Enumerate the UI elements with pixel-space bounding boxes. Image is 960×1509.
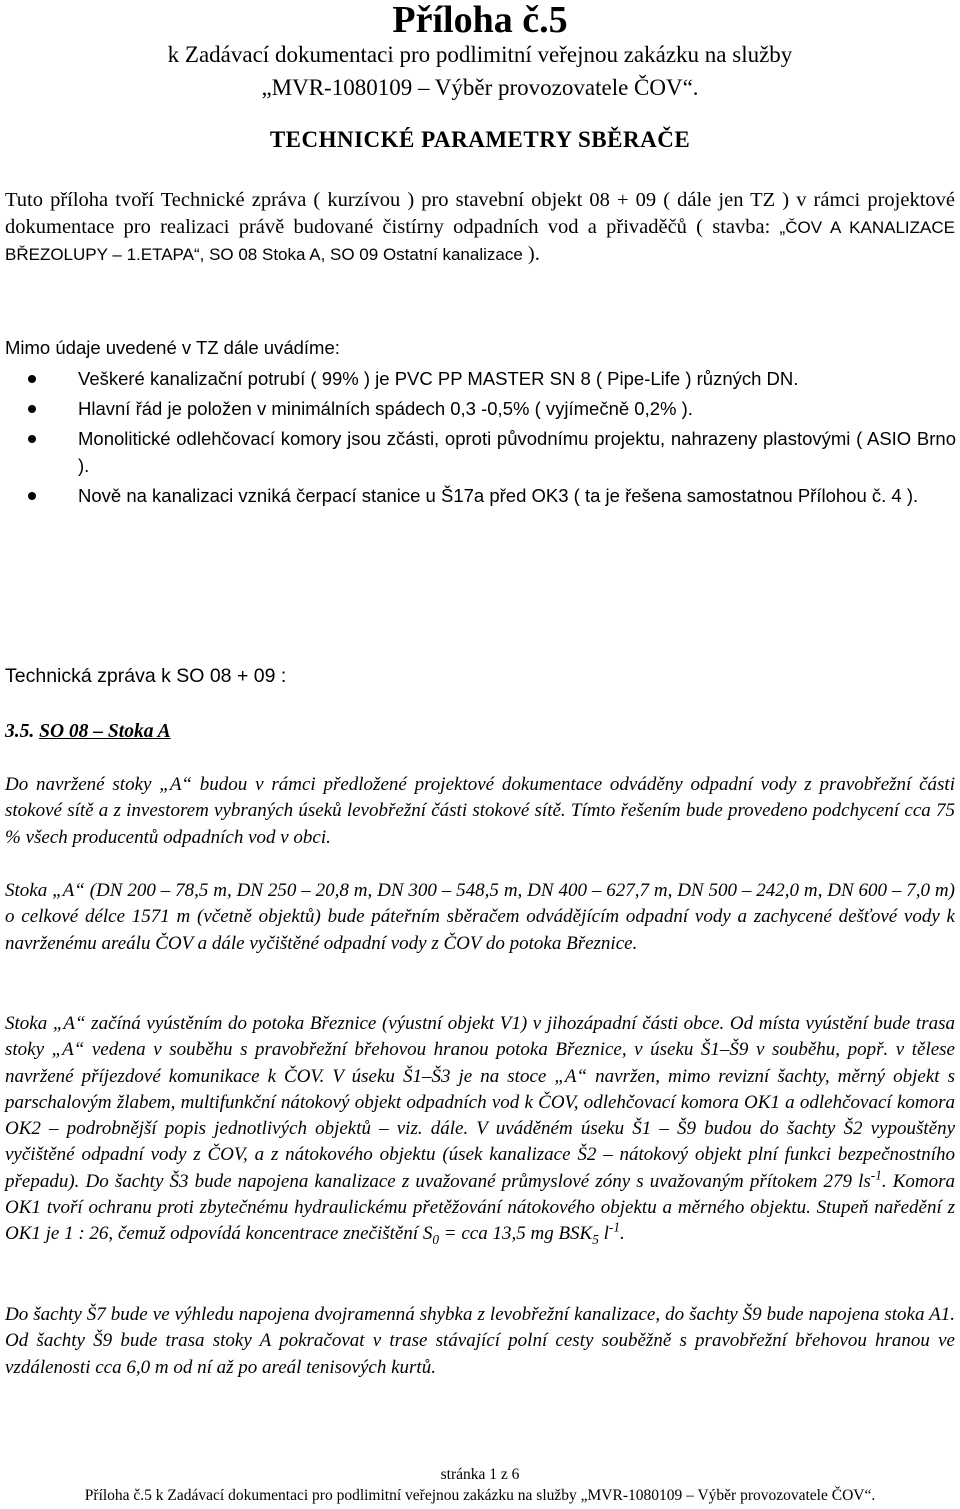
paragraph-1: Do navržené stoky „A“ budou v rámci předložené projektové dokumentace odváděny odpadní vody z pravobřežní části stokové sítě a z investorem vybraných úseků levobřežní části stokové sítě. Tímto řešením bude provedeno podchycení cca 75 % všech producentů odpadních vod v obci. <box>5 774 955 848</box>
paragraph-3 <box>5 1011 955 1248</box>
p3-sub-5: 5 <box>592 1232 599 1248</box>
intro-paragraph <box>5 187 955 268</box>
list-item-text: Hlavní řád je položen v minimálních spádech 0,3 -0,5% ( vyjímečně 0,2% ). <box>78 398 693 419</box>
technical-report-title: Technická zpráva k SO 08 + 09 : <box>5 665 287 687</box>
page-footer: Příloha č.5 k Zadávací dokumentaci pro podlimitní veřejnou zakázku na služby „MVR-1080109 – Výběr provozovatele ČOV“. <box>84 1487 876 1504</box>
section-title <box>5 718 171 746</box>
p3-text-e: . <box>620 1223 625 1245</box>
bullet-icon <box>28 405 36 413</box>
intro-text-a: Tuto příloha tvoří Technické zpráva ( kurzívou ) pro stavební objekt 08 + 09 ( dále jen TZ ) v rámci projektové dokumentace pro realizaci právě budované čistírny odpadních vod a přivaděčů ( stavba: <box>5 189 955 238</box>
list-item <box>28 365 956 392</box>
paragraph-4: Do šachty Š7 bude ve výhledu napojena dvojramenná shybka z levobřežní kanalizace, do šachty Š9 bude napojena stoka A1. Od šachty Š9 bude trasa stoky A pokračovat v trase stávající polní cesty souběžně s pravobřežní břehovou hranou ve vzdálenosti cca 6,0 m od ní až po areál tenisových kurtů. <box>5 1304 955 1378</box>
p3-sup-1: -1 <box>870 1167 882 1183</box>
page-number: stránka 1 z 6 <box>440 1466 520 1483</box>
bullet-icon <box>28 375 36 383</box>
subtitle-line-1: k Zadávací dokumentaci pro podlimitní veřejnou zakázku na služby <box>167 42 793 67</box>
p3-text-b: . Komora OK1 tvoří ochranu proti zbytečnému hydraulickému přetěžování nátokového objektu a měrného objektu. Stupeň naředění z OK1 je 1 : 26, čemuž odpovídá koncentrace znečištění S <box>5 1170 955 1245</box>
list-item <box>28 482 956 509</box>
p3-sup-2: -1 <box>608 1220 620 1236</box>
list-item-text: Nově na kanalizaci vzniká čerpací stanice u Š17a před OK3 ( ta je řešena samostatnou Přílohou č. 4 ). <box>78 485 919 506</box>
p3-text-d: l <box>598 1223 609 1245</box>
list-item <box>28 425 956 479</box>
section-name: SO 08 – Stoka A <box>39 721 171 742</box>
p3-text-a: Stoka „A“ začíná vyústěním do potoka Březnice (výustní objekt V1) v jihozápadní části obce. Od místa vyústění bude trasa stoky „A“ vedena v souběhu s pravobřežní břehovou hranou potoka Březnice, v úseku Š1–Š9 v souběhu, popř. v tělese navržené příjezdové komunikace k ČOV. V úseku Š1–Š3 je na stoce „A“ navržen, mimo revizní šachty, měrný objekt s parschalovým žlabem, multifunkční nátokový objekt odpadních vod k ČOV, odlehčovací komora OK1 a odlehčovací komora OK2 – podrobnější popis jednotlivých objektů – viz. dále. V uváděném úseku Š1 – Š9 budou do šachty Š2 vypouštěny vyčištěné odpadní vody z ČOV, a z nátokového objektu (úsek kanalizace Š2 – nátokový objekt plní funkci bezpečnostního přepadu). Do šachty Š3 bude napojena kanalizace z uvažované průmyslové zóny s uvažovaným přítokem 279 ls <box>5 1013 955 1192</box>
list-item-text: Monolitické odlehčovací komory jsou zčásti, oproti původnímu projektu, nahrazeny plastovými ( ASIO Brno ). <box>78 428 956 476</box>
paragraph-2: Stoka „A“ (DN 200 – 78,5 m, DN 250 – 20,8 m, DN 300 – 548,5 m, DN 400 – 627,7 m, DN 500 – 242,0 m, DN 600 – 7,0 m) o celkové délce 1571 m (včetně objektů) bude páteřním sběračem odvádějícím odpadní vody a zachycené dešťové vody k navrženému areálu ČOV a dále vyčištěné odpadní vody z ČOV do potoka Březnice. <box>5 880 955 954</box>
p3-sub-0: 0 <box>432 1232 440 1248</box>
list-item-text: Veškeré kanalizační potrubí ( 99% ) je PVC PP MASTER SN 8 ( Pipe-Life ) různých DN. <box>78 368 799 389</box>
subtitle-line-2: „MVR-1080109 – Výběr provozovatele ČOV“. <box>261 75 699 100</box>
section-number: 3.5. <box>5 721 35 742</box>
bullet-icon <box>28 435 36 443</box>
page-subtitle <box>0 38 960 104</box>
page-title: Příloha č.5 <box>392 0 568 41</box>
mimo-heading: Mimo údaje uvedené v TZ dále uvádíme: <box>5 337 340 358</box>
section-heading: TECHNICKÉ PARAMETRY SBĚRAČE <box>269 127 691 152</box>
intro-stavba-name: „ČOV A KANALIZACE BŘEZOLUPY – 1.ETAPA“, SO 08 Stoka A, SO 09 Ostatní kanalizace <box>5 218 955 264</box>
bullet-icon <box>28 492 36 500</box>
list-item <box>28 395 956 422</box>
p3-text-c: = cca 13,5 mg BSK <box>439 1223 593 1245</box>
intro-text-c: ). <box>522 243 540 265</box>
bullet-list <box>28 365 956 512</box>
